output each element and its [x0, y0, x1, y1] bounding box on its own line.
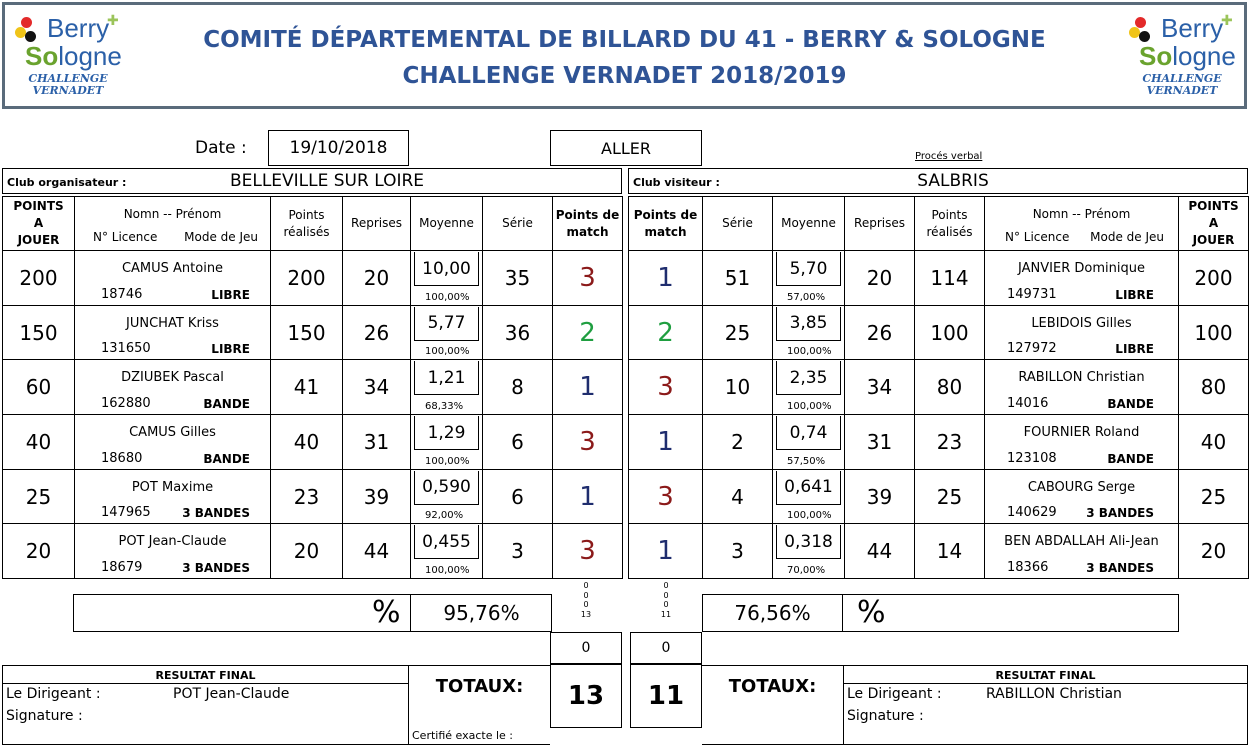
player-licence: 131650	[101, 341, 151, 357]
moyenne-percent: 100,00%	[425, 291, 470, 303]
leg-label: ALLER	[550, 130, 702, 166]
player-mode: LIBRE	[1115, 342, 1154, 357]
col-points-a-jouer: POINTS A JOUER	[3, 197, 75, 251]
points-a-jouer: 150	[3, 305, 75, 360]
points-de-match: 3	[553, 251, 623, 306]
player-licence: 18746	[101, 286, 143, 302]
reprises: 44	[343, 524, 411, 579]
player-mode: BANDE	[203, 397, 250, 412]
moyenne-cell	[411, 305, 483, 360]
home-zero-box: 0	[550, 632, 622, 664]
serie: 51	[703, 251, 773, 306]
points-realises: 23	[915, 415, 985, 470]
totaux-label: TOTAUX:	[728, 676, 817, 697]
points-de-match: 3	[629, 469, 703, 524]
moyenne-percent: 100,00%	[787, 346, 832, 358]
moyenne-cell	[773, 524, 845, 579]
signature-label: Signature :	[6, 708, 83, 724]
club-organisateur-row	[2, 168, 622, 194]
moyenne-value: 0,74	[776, 416, 841, 450]
player-cell	[985, 360, 1179, 415]
moyenne-cell	[411, 415, 483, 470]
player-cell	[985, 524, 1179, 579]
moyenne-cell	[773, 415, 845, 470]
resultat-final-title: RESULTAT FINAL	[995, 669, 1096, 682]
player-name: JANVIER Dominique	[1018, 261, 1145, 276]
points-a-jouer: 100	[1179, 305, 1249, 360]
serie: 2	[703, 415, 773, 470]
player-cell	[75, 360, 271, 415]
player-mode: LIBRE	[211, 342, 250, 357]
date-label: Date :	[195, 138, 247, 158]
away-result-box	[843, 665, 1248, 745]
moyenne-value: 5,70	[776, 252, 841, 286]
moyenne-cell	[411, 251, 483, 306]
col-moyenne: Moyenne	[773, 197, 845, 251]
reprises: 39	[845, 469, 915, 524]
dirigeant-label: Le Dirigeant :	[847, 686, 942, 702]
player-mode: BANDE	[203, 451, 250, 466]
moyenne-cell	[411, 524, 483, 579]
points-realises: 40	[271, 415, 343, 470]
serie: 8	[483, 360, 553, 415]
moyenne-percent: 92,00%	[425, 510, 464, 522]
away-summary-row	[702, 594, 1179, 632]
points-de-match: 2	[553, 305, 623, 360]
points-de-match: 1	[629, 251, 703, 306]
points-a-jouer: 200	[3, 251, 75, 306]
player-licence: 147965	[101, 505, 151, 521]
col-points-a-jouer: POINTS A JOUER	[1179, 197, 1249, 251]
player-licence: 18679	[101, 560, 143, 576]
plus-icon: ✚	[1221, 13, 1233, 29]
moyenne-percent: 100,00%	[787, 401, 832, 413]
table-row	[629, 469, 1249, 524]
points-realises: 150	[271, 305, 343, 360]
serie: 25	[703, 305, 773, 360]
player-licence: 149731	[1007, 286, 1057, 302]
resultat-final-title: RESULTAT FINAL	[155, 669, 256, 682]
moyenne-cell	[411, 360, 483, 415]
moyenne-cell	[773, 305, 845, 360]
reprises: 26	[845, 305, 915, 360]
page-title-line1: COMITÉ DÉPARTEMENTAL DE BILLARD DU 41 - BERRY & SOLOGNE	[203, 27, 1046, 53]
club-vis-label: Club visiteur :	[633, 176, 720, 189]
logo-challenge: CHALLENGE VERNADET	[28, 72, 108, 97]
moyenne-cell	[773, 469, 845, 524]
dirigeant-label: Le Dirigeant :	[6, 686, 101, 702]
moyenne-cell	[773, 251, 845, 306]
player-name: LEBIDOIS Gilles	[1031, 315, 1132, 331]
moyenne-value: 0,318	[776, 525, 841, 559]
player-cell	[75, 305, 271, 360]
col-points-match: Points de match	[553, 197, 623, 251]
points-de-match: 1	[553, 360, 623, 415]
logo-berry: Berry	[1161, 13, 1224, 43]
player-name: CAMUS Antoine	[121, 261, 224, 276]
moyenne-value: 1,29	[414, 416, 479, 450]
serie: 3	[703, 524, 773, 579]
points-realises: 20	[271, 524, 343, 579]
player-cell	[985, 305, 1179, 360]
table-row	[3, 524, 623, 579]
table-row	[629, 524, 1249, 579]
moyenne-percent: 57,50%	[787, 455, 826, 467]
points-realises: 200	[271, 251, 343, 306]
player-licence: 18366	[1007, 560, 1049, 576]
certifie-label: Certifié exacte le :	[412, 729, 514, 742]
col-serie: Série	[483, 197, 553, 251]
table-row	[629, 251, 1249, 306]
logo-sologne: Sologne	[1139, 41, 1236, 71]
away-percent-value: 76,56%	[703, 595, 843, 631]
player-mode: 3 BANDES	[1086, 561, 1154, 576]
away-header-row	[629, 197, 1249, 251]
reprises: 31	[343, 415, 411, 470]
serie: 4	[703, 469, 773, 524]
moyenne-value: 2,35	[776, 361, 841, 395]
points-a-jouer: 20	[3, 524, 75, 579]
reprises: 34	[343, 360, 411, 415]
points-a-jouer: 20	[1179, 524, 1249, 579]
away-totaux-box	[702, 665, 843, 745]
col-serie: Série	[703, 197, 773, 251]
player-name: CABOURG Serge	[1027, 479, 1136, 495]
table-row	[629, 360, 1249, 415]
player-licence: 140629	[1007, 505, 1057, 521]
signature-label: Signature :	[847, 708, 924, 724]
totaux-label: TOTAUX:	[435, 676, 524, 697]
player-licence: 18680	[101, 450, 143, 466]
away-total-value: 11	[630, 664, 702, 728]
points-realises: 23	[271, 469, 343, 524]
table-row	[3, 469, 623, 524]
points-de-match: 1	[629, 415, 703, 470]
moyenne-value: 0,455	[414, 525, 479, 559]
player-mode: LIBRE	[211, 287, 250, 302]
player-cell	[75, 469, 271, 524]
player-name: CAMUS Gilles	[129, 425, 216, 441]
reprises: 20	[343, 251, 411, 306]
berry-sologne-logo-right	[1127, 11, 1247, 101]
home-total-value: 13	[550, 664, 622, 728]
logo-berry: Berry	[47, 13, 110, 43]
points-a-jouer: 80	[1179, 360, 1249, 415]
home-percent-value: 95,76%	[410, 594, 552, 632]
player-cell	[75, 415, 271, 470]
moyenne-percent: 100,00%	[425, 455, 470, 467]
player-licence: 14016	[1007, 396, 1049, 412]
points-realises: 25	[915, 469, 985, 524]
moyenne-percent: 68,33%	[425, 401, 464, 413]
reprises: 20	[845, 251, 915, 306]
moyenne-percent: 70,00%	[787, 565, 826, 577]
points-realises: 100	[915, 305, 985, 360]
player-mode: BANDE	[1107, 397, 1154, 412]
serie: 6	[483, 415, 553, 470]
home-summary-row	[73, 594, 552, 632]
points-de-match: 2	[629, 305, 703, 360]
player-mode: 3 BANDES	[182, 561, 250, 576]
club-org-label: Club organisateur :	[7, 176, 127, 189]
col-nom-prenom: Nomn -- Prénom N° Licence Mode de Jeu	[985, 197, 1179, 251]
player-mode: BANDE	[1107, 451, 1154, 466]
away-small-counts: 0 0 0 11	[660, 581, 672, 619]
player-cell	[985, 415, 1179, 470]
col-reprises: Reprises	[343, 197, 411, 251]
player-mode: 3 BANDES	[182, 506, 250, 521]
table-row	[629, 415, 1249, 470]
col-points-match: Points de match	[629, 197, 703, 251]
away-results-table	[628, 196, 1249, 579]
date-value: 19/10/2018	[268, 130, 409, 166]
header-banner	[2, 2, 1247, 109]
player-licence: 127972	[1007, 341, 1057, 357]
serie: 6	[483, 469, 553, 524]
reprises: 39	[343, 469, 411, 524]
table-row	[3, 415, 623, 470]
player-name: POT Maxime	[131, 479, 214, 495]
plus-icon: ✚	[107, 13, 119, 29]
col-points-realises: Points réalisés	[915, 197, 985, 251]
red-ball-icon	[1135, 17, 1146, 28]
serie: 35	[483, 251, 553, 306]
player-name: FOURNIER Roland	[1023, 425, 1140, 441]
player-name: RABILLON Christian	[1018, 370, 1145, 386]
moyenne-percent: 100,00%	[425, 565, 470, 577]
logo-sologne: Sologne	[25, 41, 122, 71]
player-mode: LIBRE	[1115, 287, 1154, 302]
player-name: JUNCHAT Kriss	[126, 315, 219, 331]
col-reprises: Reprises	[845, 197, 915, 251]
serie: 36	[483, 305, 553, 360]
points-a-jouer: 25	[1179, 469, 1249, 524]
moyenne-value: 0,641	[776, 471, 841, 505]
player-cell	[75, 524, 271, 579]
proces-verbal-link: Procés verbal	[915, 151, 983, 162]
reprises: 34	[845, 360, 915, 415]
moyenne-percent: 57,00%	[787, 291, 826, 303]
moyenne-value: 5,77	[414, 307, 479, 341]
points-a-jouer: 200	[1179, 251, 1249, 306]
moyenne-value: 0,590	[414, 471, 479, 505]
points-a-jouer: 40	[1179, 415, 1249, 470]
table-row	[629, 305, 1249, 360]
moyenne-value: 10,00	[414, 252, 479, 286]
moyenne-value: 1,21	[414, 361, 479, 395]
moyenne-percent: 100,00%	[425, 346, 470, 358]
table-row	[3, 305, 623, 360]
player-cell	[985, 251, 1179, 306]
points-de-match: 1	[553, 469, 623, 524]
reprises: 44	[845, 524, 915, 579]
points-de-match: 3	[553, 524, 623, 579]
home-result-box	[2, 665, 409, 745]
player-name: BEN ABDALLAH Ali-Jean	[1004, 534, 1159, 550]
home-small-counts: 0 0 0 13	[580, 581, 592, 619]
home-header-row	[3, 197, 623, 251]
moyenne-cell	[411, 469, 483, 524]
player-name: POT Jean-Claude	[118, 534, 227, 550]
club-visiteur-row	[628, 168, 1248, 194]
points-a-jouer: 60	[3, 360, 75, 415]
player-cell	[75, 251, 271, 306]
club-org-name: BELLEVILLE SUR LOIRE	[229, 171, 425, 191]
col-points-realises: Points réalisés	[271, 197, 343, 251]
percent-sign: %	[857, 595, 886, 630]
away-zero-box: 0	[630, 632, 702, 664]
table-row	[3, 360, 623, 415]
logo-challenge: CHALLENGE VERNADET	[1142, 72, 1222, 97]
club-vis-name: SALBRIS	[917, 171, 989, 191]
home-dirigeant-name: POT Jean-Claude	[173, 686, 290, 702]
player-licence: 123108	[1007, 450, 1057, 466]
points-realises: 14	[915, 524, 985, 579]
player-name: DZIUBEK Pascal	[121, 370, 224, 386]
home-results-table	[2, 196, 623, 579]
table-row	[3, 251, 623, 306]
player-licence: 162880	[101, 396, 151, 412]
player-cell	[985, 469, 1179, 524]
points-realises: 80	[915, 360, 985, 415]
points-de-match: 3	[553, 415, 623, 470]
away-dirigeant-name: RABILLON Christian	[986, 686, 1122, 702]
serie: 10	[703, 360, 773, 415]
col-nom-prenom: Nomn -- Prénom N° Licence Mode de Jeu	[75, 197, 271, 251]
points-de-match: 3	[629, 360, 703, 415]
points-realises: 114	[915, 251, 985, 306]
home-totaux-box	[409, 665, 550, 745]
points-a-jouer: 25	[3, 469, 75, 524]
points-a-jouer: 40	[3, 415, 75, 470]
moyenne-cell	[773, 360, 845, 415]
serie: 3	[483, 524, 553, 579]
col-moyenne: Moyenne	[411, 197, 483, 251]
percent-sign: %	[372, 595, 401, 630]
reprises: 31	[845, 415, 915, 470]
moyenne-value: 3,85	[776, 307, 841, 341]
reprises: 26	[343, 305, 411, 360]
points-de-match: 1	[629, 524, 703, 579]
moyenne-percent: 100,00%	[787, 510, 832, 522]
page-title-line2: CHALLENGE VERNADET 2018/2019	[402, 63, 847, 89]
points-realises: 41	[271, 360, 343, 415]
player-mode: 3 BANDES	[1086, 506, 1154, 521]
